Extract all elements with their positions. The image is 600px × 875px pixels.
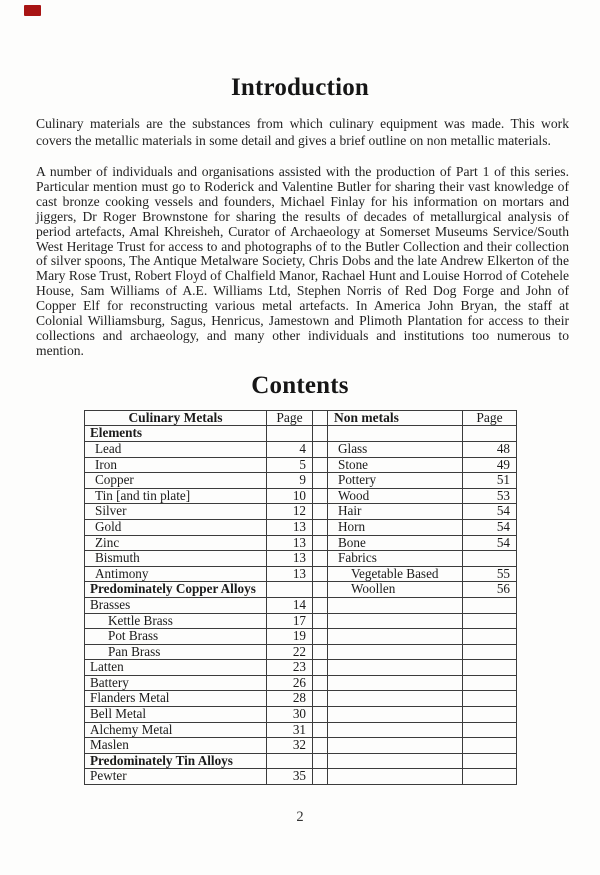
toc-entry-label: Maslen xyxy=(85,738,267,754)
table-row xyxy=(85,613,517,629)
toc-entry-page xyxy=(463,707,517,723)
spacer-cell xyxy=(313,535,328,551)
toc-entry-page: 22 xyxy=(267,644,313,660)
toc-entry-label: Brasses xyxy=(85,597,267,613)
toc-entry-label: Pot Brass xyxy=(85,629,267,645)
toc-entry-page: 48 xyxy=(463,441,517,457)
toc-entry-page: 32 xyxy=(267,738,313,754)
toc-entry-page xyxy=(463,738,517,754)
toc-entry-page: 13 xyxy=(267,535,313,551)
spacer-cell xyxy=(313,691,328,707)
toc-entry-page xyxy=(267,426,313,442)
table-row xyxy=(85,519,517,535)
table-row xyxy=(85,597,517,613)
toc-entry-page xyxy=(463,722,517,738)
intro-paragraph-1: Culinary materials are the substances from which culinary equipment was made. This work covers the metallic materials in some detail and gives a brief outline on non metallic materials. xyxy=(36,116,569,148)
toc-entry-page xyxy=(463,675,517,691)
contents-table xyxy=(84,410,517,785)
table-row xyxy=(85,566,517,582)
table-header-row xyxy=(85,410,517,426)
toc-entry-page xyxy=(463,691,517,707)
spacer-cell xyxy=(313,660,328,676)
toc-entry-page: 54 xyxy=(463,504,517,520)
toc-entry-label xyxy=(328,738,463,754)
spacer-cell xyxy=(313,473,328,489)
table-row xyxy=(85,504,517,520)
toc-entry-page: 49 xyxy=(463,457,517,473)
toc-entry-label: Kettle Brass xyxy=(85,613,267,629)
toc-entry-label: Wood xyxy=(328,488,463,504)
table-row xyxy=(85,426,517,442)
toc-entry-label: Predominately Copper Alloys xyxy=(85,582,267,598)
toc-entry-page: 28 xyxy=(267,691,313,707)
spacer-cell xyxy=(313,597,328,613)
toc-entry-page: 51 xyxy=(463,473,517,489)
toc-entry-label: Latten xyxy=(85,660,267,676)
toc-entry-label: Pottery xyxy=(328,473,463,489)
toc-entry-label: Tin [and tin plate] xyxy=(85,488,267,504)
toc-entry-label: Glass xyxy=(328,441,463,457)
toc-entry-page xyxy=(463,660,517,676)
spacer-cell xyxy=(313,504,328,520)
table-row xyxy=(85,738,517,754)
toc-entry-page: 31 xyxy=(267,722,313,738)
toc-entry-page xyxy=(267,753,313,769)
toc-entry-page: 13 xyxy=(267,551,313,567)
toc-entry-label: Predominately Tin Alloys xyxy=(85,753,267,769)
toc-entry-page: 4 xyxy=(267,441,313,457)
spacer-cell xyxy=(313,644,328,660)
table-row xyxy=(85,769,517,785)
toc-entry-page: 54 xyxy=(463,519,517,535)
table-row xyxy=(85,660,517,676)
toc-entry-label: Iron xyxy=(85,457,267,473)
col-header-culinary-metals: Culinary Metals xyxy=(85,410,267,426)
table-row xyxy=(85,707,517,723)
spacer-cell xyxy=(313,753,328,769)
table-row xyxy=(85,535,517,551)
page-number: 2 xyxy=(296,809,304,826)
spacer-cell xyxy=(313,582,328,598)
col-header-non-metals: Non metals xyxy=(328,410,463,426)
toc-entry-label: Fabrics xyxy=(328,551,463,567)
toc-entry-page xyxy=(463,551,517,567)
spacer-cell xyxy=(313,722,328,738)
toc-entry-label: Gold xyxy=(85,519,267,535)
intro-paragraph-2: A number of individuals and organisations assisted with the production of Part 1 of this series. Particular mention must go to Roderick and Valentine Butler for sharing their vast knowledge of cast bronze cooking vessels and founders, Michael Finlay for his information on mortars and jiggers, Dr Roger Brownstone for sharing the results of decades of metallurgical analysis of period artefacts, Amal Khreisheh, Curator of Archaeology at Somerset Museums Service/South West Heritage Trust for access to and photographs of to the Butler Collection and their collection of silver spoons, The Antique Metalware Society, Chris Dobs and the late Andrew Elkerton of the Mary Rose Trust, Robert Floyd of Chalfield Manor, Rachael Hunt and Louise Horrod of Cotehele House, Sam Williams of A.E. Williams Ltd, Stephen Norris of Red Dog Forge and John of Copper Elf for reconstructing various metal artefacts. In America John Bryan, the staff at Colonial Williamsburg, Sagus, Henricus, Jamestown and Plimoth Plantation for access to their collections and archaeology, and many other individuals and institutions too numerous to mention. xyxy=(36,164,569,358)
toc-entry-page: 23 xyxy=(267,660,313,676)
toc-entry-label: Horn xyxy=(328,519,463,535)
spacer-cell xyxy=(313,441,328,457)
toc-entry-page: 55 xyxy=(463,566,517,582)
toc-entry-label xyxy=(328,629,463,645)
toc-entry-page xyxy=(463,597,517,613)
table-row xyxy=(85,722,517,738)
toc-entry-label xyxy=(328,426,463,442)
toc-entry-page: 14 xyxy=(267,597,313,613)
toc-entry-label xyxy=(328,675,463,691)
toc-entry-page: 54 xyxy=(463,535,517,551)
toc-entry-label: Flanders Metal xyxy=(85,691,267,707)
toc-entry-page: 30 xyxy=(267,707,313,723)
toc-entry-label xyxy=(328,769,463,785)
toc-entry-label xyxy=(328,707,463,723)
toc-entry-label xyxy=(328,691,463,707)
toc-entry-page xyxy=(463,753,517,769)
toc-entry-label xyxy=(328,597,463,613)
table-row xyxy=(85,582,517,598)
toc-entry-label: Battery xyxy=(85,675,267,691)
intro-heading: Introduction xyxy=(230,74,370,101)
toc-entry-label: Pewter xyxy=(85,769,267,785)
toc-entry-label: Elements xyxy=(85,426,267,442)
table-row xyxy=(85,457,517,473)
toc-entry-label: Alchemy Metal xyxy=(85,722,267,738)
toc-entry-page: 35 xyxy=(267,769,313,785)
toc-entry-page xyxy=(463,769,517,785)
col-header-page-right: Page xyxy=(463,410,517,426)
table-row xyxy=(85,473,517,489)
toc-entry-label xyxy=(328,660,463,676)
toc-entry-page: 12 xyxy=(267,504,313,520)
toc-entry-label xyxy=(328,644,463,660)
toc-entry-label: Lead xyxy=(85,441,267,457)
spacer-cell xyxy=(313,769,328,785)
toc-entry-label: Antimony xyxy=(85,566,267,582)
spacer-cell xyxy=(313,426,328,442)
spacer-cell xyxy=(313,551,328,567)
spacer-cell xyxy=(313,613,328,629)
toc-entry-label xyxy=(328,613,463,629)
toc-entry-label xyxy=(328,722,463,738)
toc-entry-label: Zinc xyxy=(85,535,267,551)
toc-entry-label: Bell Metal xyxy=(85,707,267,723)
table-row xyxy=(85,551,517,567)
toc-entry-label: Hair xyxy=(328,504,463,520)
toc-entry-label: Pan Brass xyxy=(85,644,267,660)
toc-entry-page xyxy=(463,426,517,442)
toc-entry-label: Bismuth xyxy=(85,551,267,567)
toc-entry-page: 13 xyxy=(267,519,313,535)
toc-entry-page xyxy=(463,629,517,645)
spacer-cell xyxy=(313,566,328,582)
toc-entry-label: Bone xyxy=(328,535,463,551)
toc-entry-page: 53 xyxy=(463,488,517,504)
table-row xyxy=(85,675,517,691)
table-row xyxy=(85,644,517,660)
spacer-cell xyxy=(313,707,328,723)
table-row xyxy=(85,441,517,457)
toc-entry-page: 13 xyxy=(267,566,313,582)
toc-entry-page: 10 xyxy=(267,488,313,504)
spacer-cell xyxy=(313,675,328,691)
toc-entry-page xyxy=(267,582,313,598)
spacer-column-header xyxy=(313,410,328,426)
toc-entry-page: 56 xyxy=(463,582,517,598)
red-scan-mark xyxy=(24,5,41,16)
toc-entry-page xyxy=(463,644,517,660)
spacer-cell xyxy=(313,488,328,504)
toc-entry-page: 5 xyxy=(267,457,313,473)
toc-entry-page xyxy=(463,613,517,629)
col-header-page-left: Page xyxy=(267,410,313,426)
table-row xyxy=(85,691,517,707)
toc-entry-page: 9 xyxy=(267,473,313,489)
table-row xyxy=(85,488,517,504)
toc-entry-label xyxy=(328,753,463,769)
toc-entry-page: 26 xyxy=(267,675,313,691)
table-row xyxy=(85,753,517,769)
spacer-cell xyxy=(313,519,328,535)
toc-entry-label: Vegetable Based xyxy=(328,566,463,582)
toc-entry-label: Copper xyxy=(85,473,267,489)
toc-entry-page: 17 xyxy=(267,613,313,629)
spacer-cell xyxy=(313,738,328,754)
spacer-cell xyxy=(313,457,328,473)
toc-entry-label: Stone xyxy=(328,457,463,473)
toc-entry-page: 19 xyxy=(267,629,313,645)
spacer-cell xyxy=(313,629,328,645)
contents-heading: Contents xyxy=(251,371,349,399)
toc-entry-label: Silver xyxy=(85,504,267,520)
table-row xyxy=(85,629,517,645)
toc-entry-label: Woollen xyxy=(328,582,463,598)
